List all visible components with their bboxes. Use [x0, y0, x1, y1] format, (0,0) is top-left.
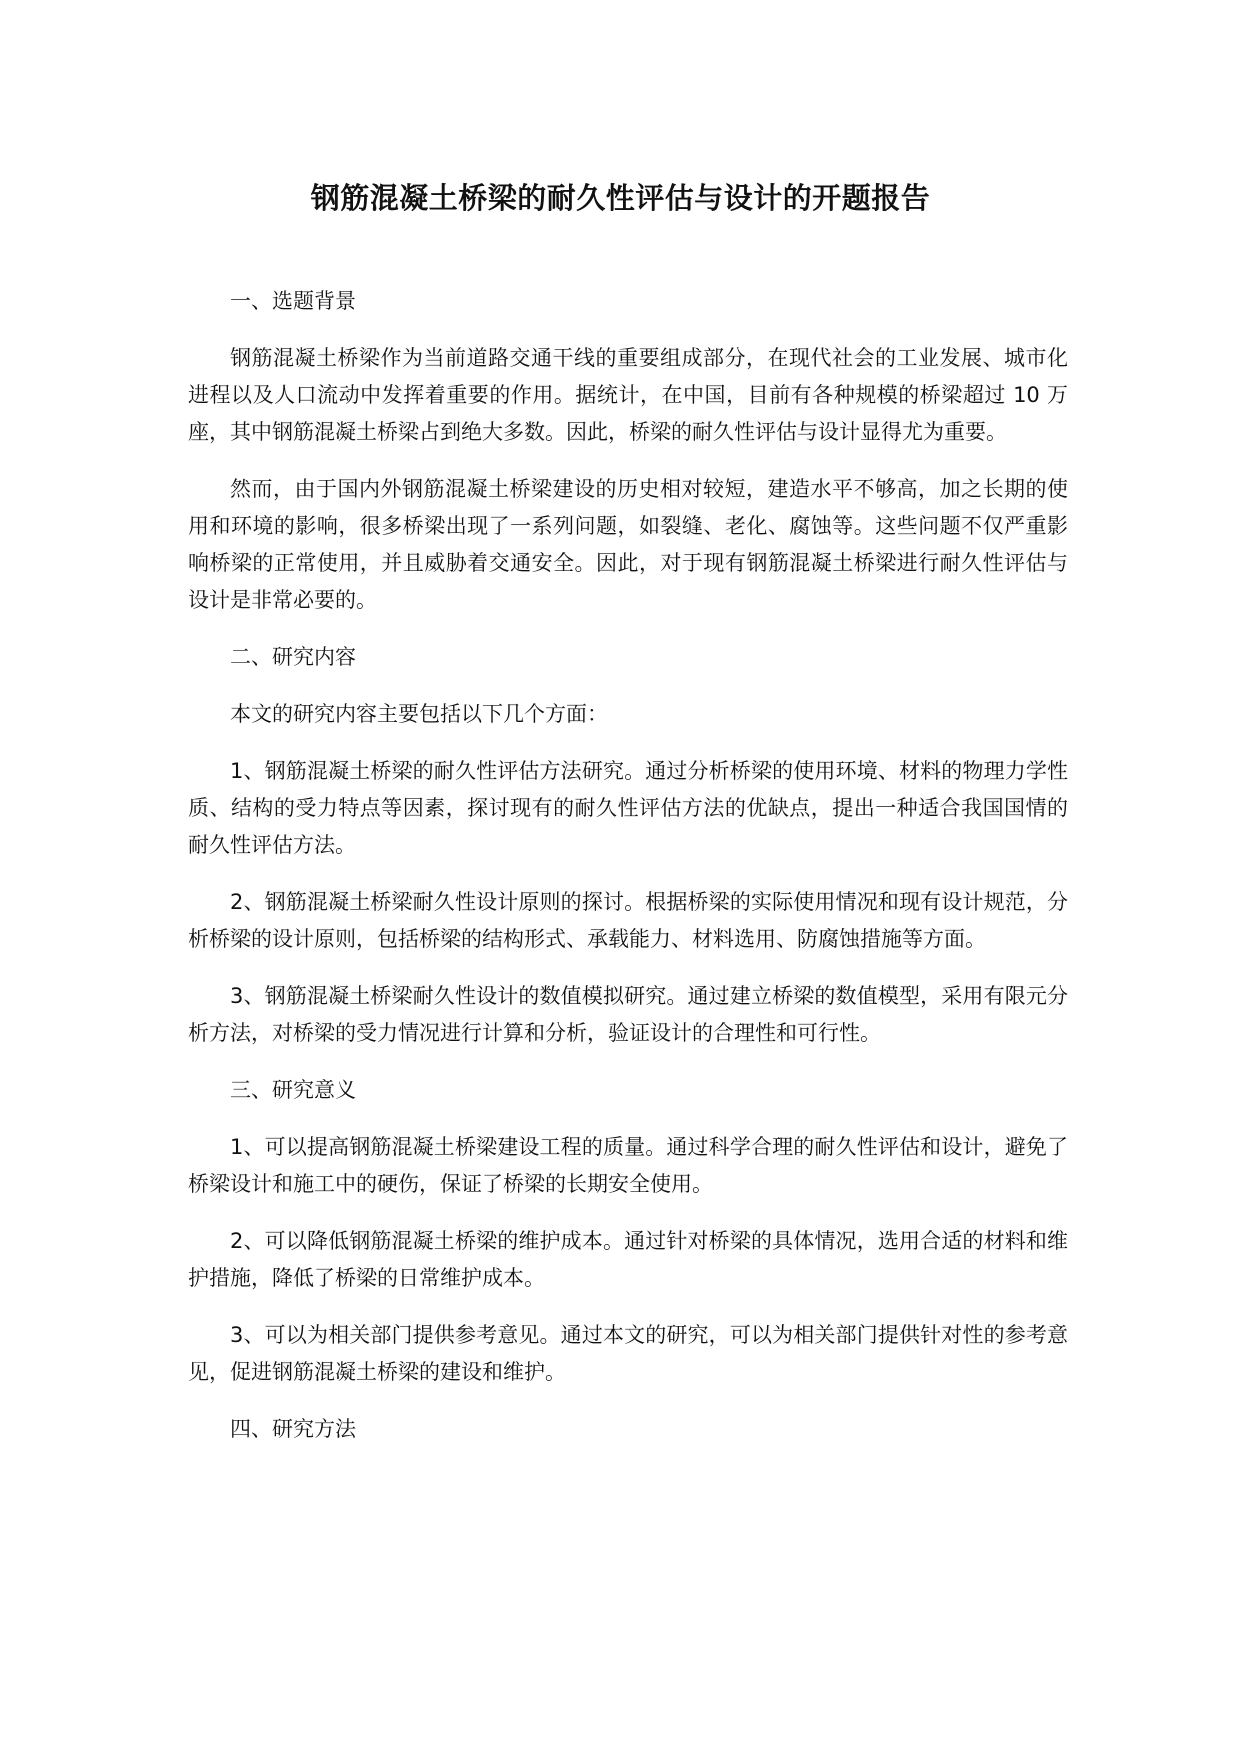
document-title: 钢筋混凝土桥梁的耐久性评估与设计的开题报告 — [310, 181, 931, 215]
list-item: 1、钢筋混凝土桥梁的耐久性评估方法研究。通过分析桥梁的使用环境、材料的物理力学性质、结构的受力特点等因素，探讨现有的耐久性评估方法的优缺点，提出一种适合我国国情的耐久性评估方法。 — [188, 759, 1068, 857]
list-item: 3、可以为相关部门提供参考意见。通过本文的研究，可以为相关部门提供针对性的参考意见，促进钢筋混凝土桥梁的建设和维护。 — [188, 1323, 1068, 1384]
document-body — [188, 283, 1068, 1468]
section-heading-methods: 四、研究方法 — [230, 1417, 356, 1441]
paragraph: 本文的研究内容主要包括以下几个方面： — [230, 702, 608, 726]
section-heading-background: 一、选题背景 — [230, 289, 356, 313]
section-heading-significance: 三、研究意义 — [230, 1078, 356, 1102]
paragraph: 钢筋混凝土桥梁作为当前道路交通干线的重要组成部分，在现代社会的工业发展、城市化进程以及人口流动中发挥着重要的作用。据统计，在中国，目前有各种规模的桥梁超过 10 万座，其中钢筋混凝土桥梁占到绝大多数。因此，桥梁的耐久性评估与设计显得尤为重要。 — [188, 346, 1068, 444]
section-heading-content: 二、研究内容 — [230, 645, 356, 669]
list-item: 1、可以提高钢筋混凝土桥梁建设工程的质量。通过科学合理的耐久性评估和设计，避免了桥梁设计和施工中的硬伤，保证了桥梁的长期安全使用。 — [188, 1135, 1068, 1196]
list-item: 2、钢筋混凝土桥梁耐久性设计原则的探讨。根据桥梁的实际使用情况和现有设计规范，分析桥梁的设计原则，包括桥梁的结构形式、承载能力、材料选用、防腐蚀措施等方面。 — [188, 890, 1068, 951]
list-item: 3、钢筋混凝土桥梁耐久性设计的数值模拟研究。通过建立桥梁的数值模型，采用有限元分析方法，对桥梁的受力情况进行计算和分析，验证设计的合理性和可行性。 — [188, 984, 1068, 1045]
list-item: 2、可以降低钢筋混凝土桥梁的维护成本。通过针对桥梁的具体情况，选用合适的材料和维护措施，降低了桥梁的日常维护成本。 — [188, 1229, 1068, 1290]
paragraph: 然而，由于国内外钢筋混凝土桥梁建设的历史相对较短，建造水平不够高，加之长期的使用和环境的影响，很多桥梁出现了一系列问题，如裂缝、老化、腐蚀等。这些问题不仅严重影响桥梁的正常使用，并且威胁着交通安全。因此，对于现有钢筋混凝土桥梁进行耐久性评估与设计是非常必要的。 — [188, 477, 1068, 612]
